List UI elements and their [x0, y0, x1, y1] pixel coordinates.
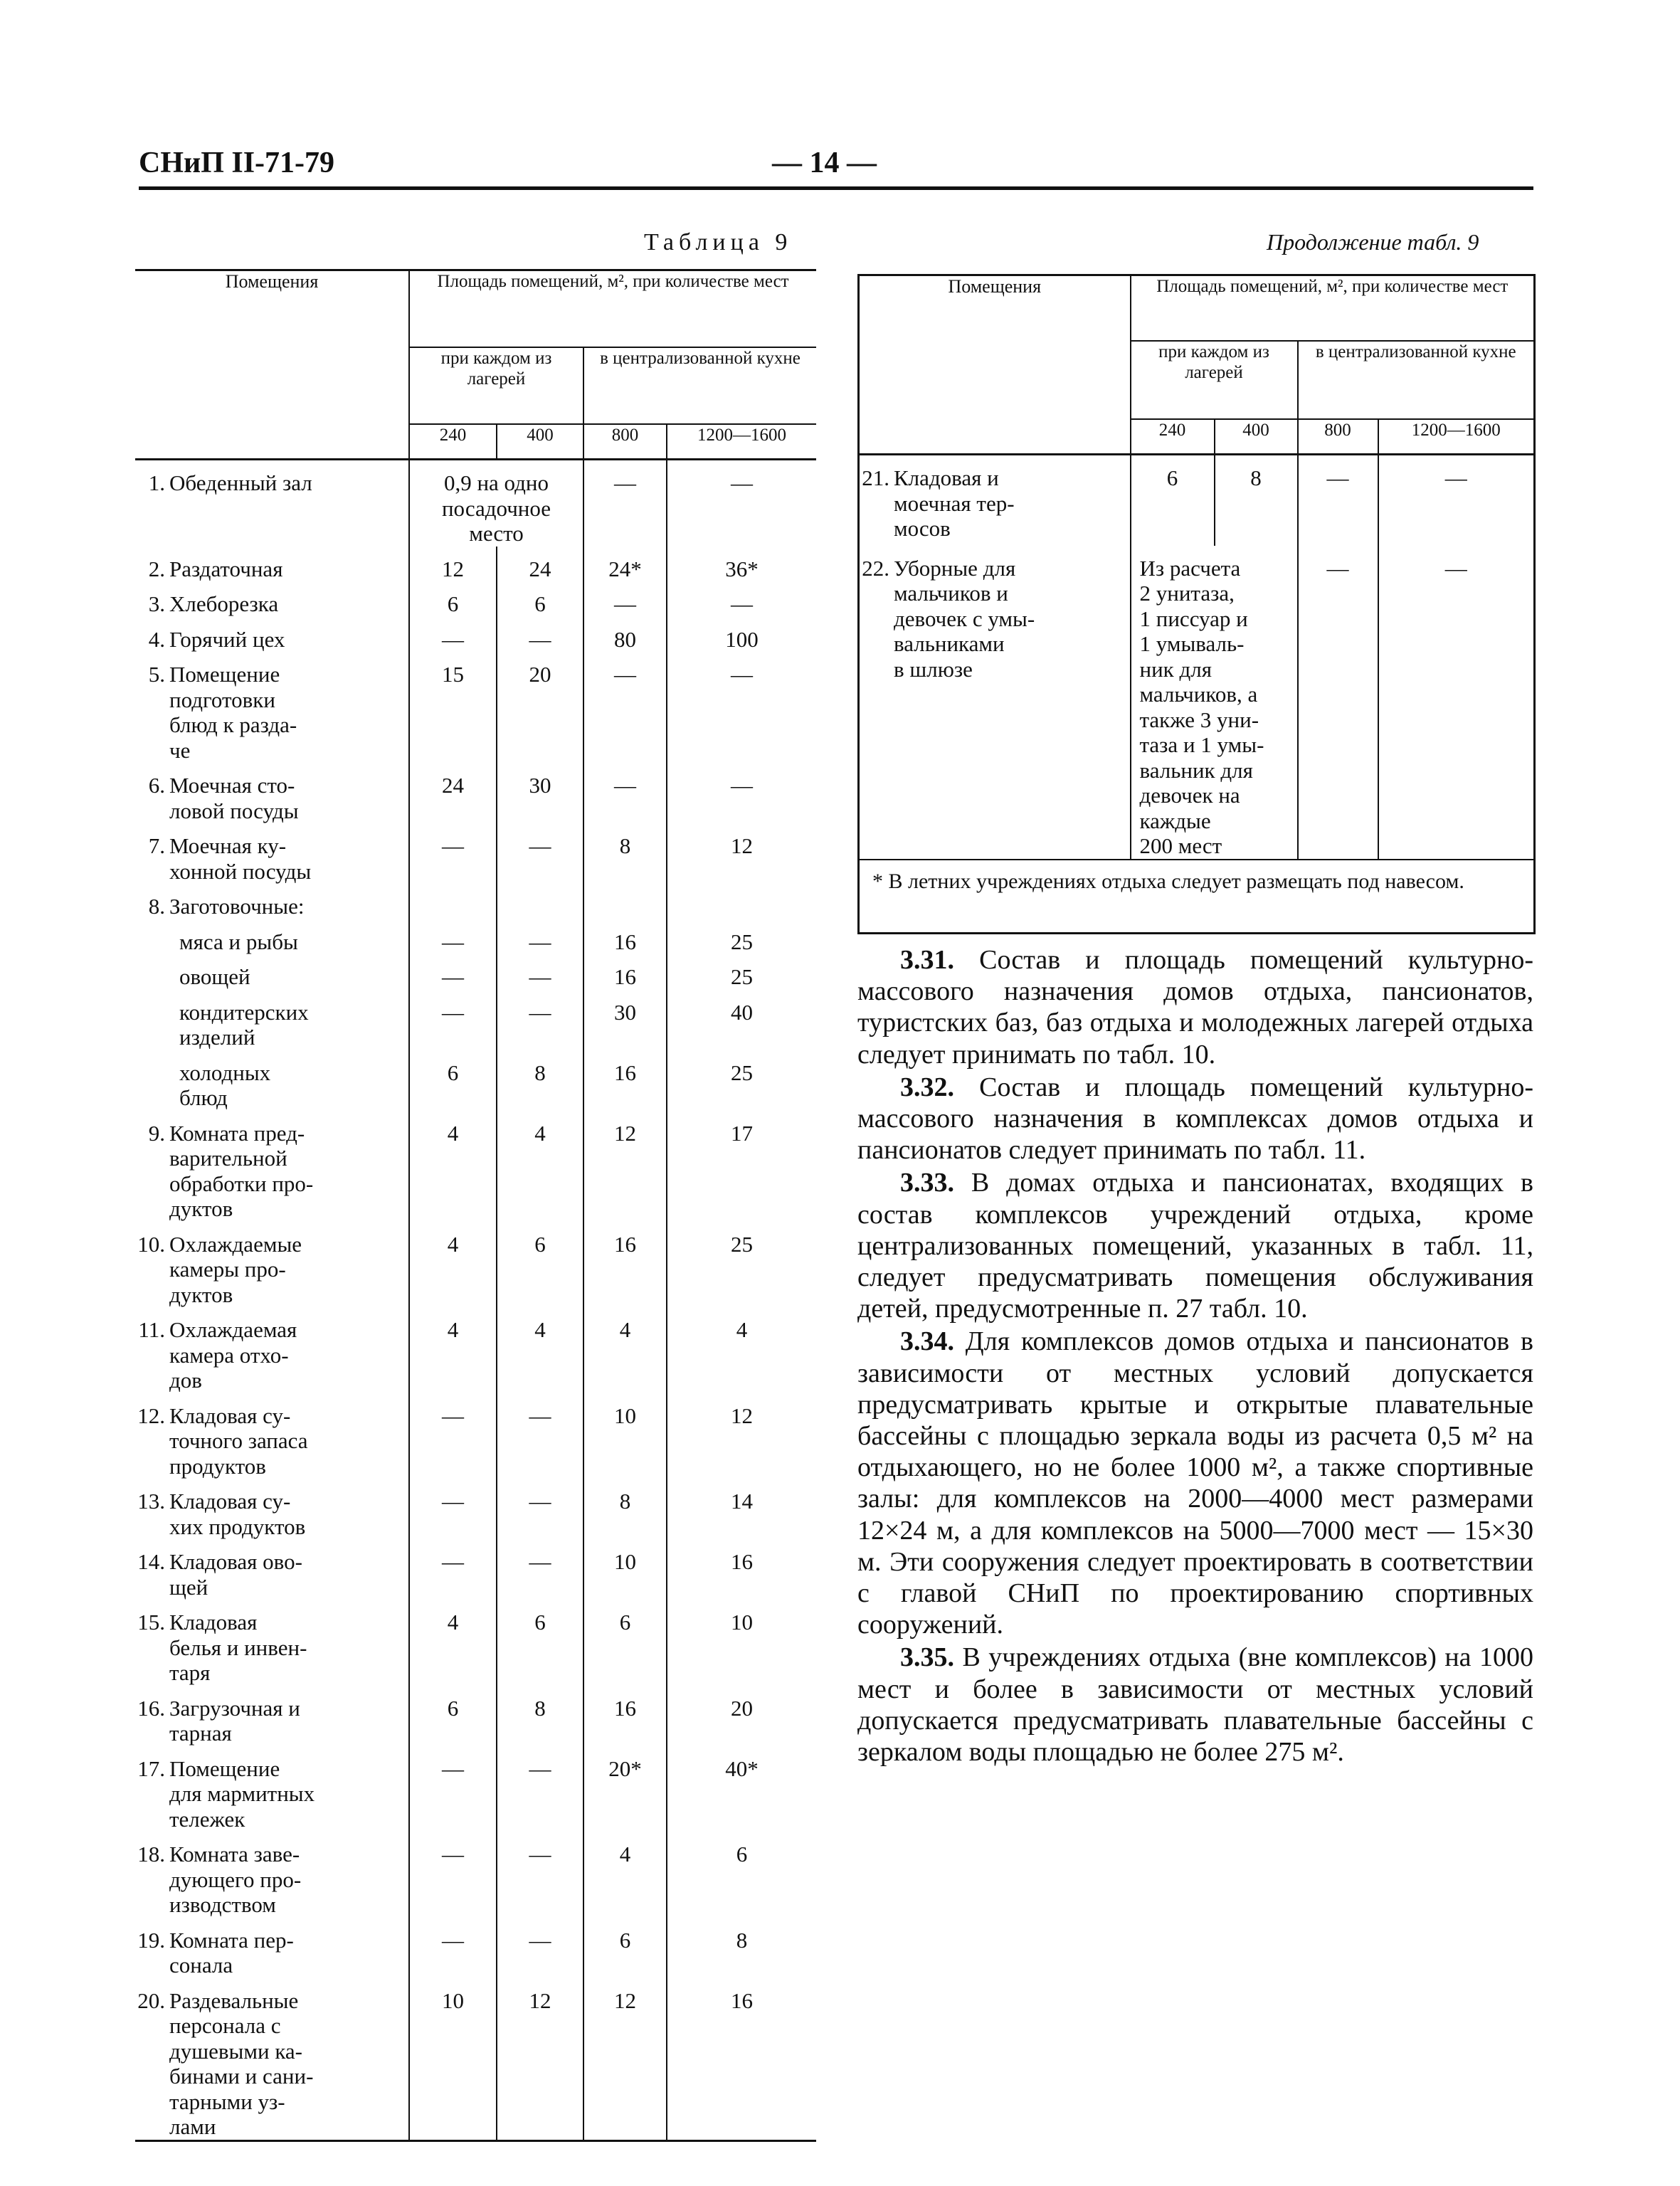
room-cell — [135, 1832, 409, 1918]
row-number: 9. — [148, 1120, 165, 1146]
value-cell: — — [583, 763, 667, 823]
value-cell: — — [731, 470, 754, 495]
value-cell: 4 — [583, 1832, 667, 1918]
value-cell: — — [583, 460, 667, 546]
footnote-row — [859, 860, 1535, 934]
paragraph — [857, 1326, 1533, 1640]
value-cell: 24 — [409, 763, 497, 823]
table-row — [135, 919, 816, 955]
value-cell: 12 — [583, 1111, 667, 1222]
room-name-line: Кладовая и — [894, 465, 999, 490]
room-cell — [135, 581, 409, 617]
room-name-line: Уборные для — [894, 555, 1016, 581]
room-name-line: Моечная сто- — [169, 773, 295, 798]
room-name-line: блюд к разда- — [169, 712, 297, 737]
value-cell: 6 — [583, 1600, 667, 1686]
value-cell: 8 — [583, 823, 667, 884]
room-name-line: Кладовая су- — [169, 1403, 291, 1428]
room-name-line: Хлеборезка — [169, 591, 279, 616]
value-cell: 8 — [1215, 455, 1298, 546]
value-cell: 8 — [583, 1479, 667, 1539]
merged-line: также 3 уни- — [1139, 707, 1259, 732]
value-cell: — — [1298, 546, 1378, 860]
table-filler-row — [135, 2140, 816, 2141]
value-cell: 4 — [409, 1600, 497, 1686]
table-footnote: * В летних учреждениях отдыха следует размещать под навесом. — [859, 860, 1535, 934]
room-cell — [135, 1111, 409, 1222]
paragraph-number: 3.33. — [900, 1168, 954, 1198]
value-cell: 30 — [497, 763, 583, 823]
table-row — [135, 652, 816, 763]
value-cell: — — [1444, 465, 1467, 490]
room-name-line: лами — [169, 2114, 216, 2139]
value-cell: — — [497, 823, 583, 884]
room-name-line: подготовки — [169, 687, 275, 712]
document-code: СНиП II-71-79 — [139, 147, 335, 179]
value-cell: — — [409, 990, 497, 1050]
value-cell: — — [409, 1479, 497, 1539]
row-number: 19. — [137, 1927, 165, 1953]
paragraph-number: 3.32. — [900, 1072, 954, 1102]
room-cell — [135, 1479, 409, 1539]
row-number: 17. — [137, 1755, 165, 1781]
table-row — [135, 581, 816, 617]
room-cell — [135, 990, 409, 1050]
value-cell: 12 — [583, 1978, 667, 2140]
row-number: 5. — [148, 662, 165, 687]
value-cell: — — [409, 1918, 497, 1978]
value-cell: 14 — [731, 1489, 754, 1514]
merged-line: 1 писсуар и — [1139, 606, 1248, 631]
value-cell: 8 — [736, 1927, 748, 1953]
value-cell: 6 — [409, 1050, 497, 1111]
room-cell — [135, 1978, 409, 2140]
room-name-line: тарная — [169, 1721, 232, 1746]
room-name-line: мальчиков и — [894, 581, 1008, 606]
subheader-400: 400 — [497, 424, 583, 460]
column-header-area: Площадь помещений, м², при количестве мест — [1131, 275, 1535, 341]
value-cell — [667, 884, 816, 919]
column-header-area: Площадь помещений, м², при количестве мест — [409, 270, 816, 347]
room-name-line: вальниками — [894, 631, 1005, 656]
merged-line: вальник для — [1139, 757, 1253, 783]
room-name-line: Кладовая — [169, 1610, 258, 1635]
value-cell: 10 — [731, 1610, 754, 1635]
subheader-1200-1600: 1200—1600 — [1378, 419, 1535, 455]
room-name-line: Помещение — [169, 1755, 280, 1781]
merged-line: ник для — [1139, 656, 1212, 682]
value-cell: — — [497, 1832, 583, 1918]
row-number: 7. — [148, 833, 165, 858]
column-header-each-camp: при каждом из лагерей — [1131, 341, 1298, 419]
room-name-line: обработки про- — [169, 1171, 314, 1196]
value-cell: 24 — [497, 546, 583, 582]
room-name-line: Загрузочная и — [169, 1695, 300, 1721]
value-cell: 8 — [497, 1686, 583, 1746]
room-cell — [135, 1539, 409, 1600]
row-number: 6. — [148, 773, 165, 798]
table-row — [135, 1746, 816, 1832]
table-row — [859, 546, 1535, 860]
value-cell: 20 — [497, 652, 583, 763]
value-cell: — — [497, 617, 583, 653]
value-cell — [497, 884, 583, 919]
room-name-line: Моечная ку- — [169, 833, 287, 858]
room-name-line: белья и инвен- — [169, 1635, 307, 1660]
value-cell: 4 — [497, 1111, 583, 1222]
value-cell: 25 — [731, 1231, 754, 1257]
room-name-line: Комната заве- — [169, 1842, 300, 1866]
room-name-line: изделий — [179, 1025, 255, 1050]
room-cell — [859, 455, 1131, 546]
value-cell: 20 — [731, 1695, 754, 1721]
value-cell: 16 — [583, 954, 667, 990]
table-row — [135, 1393, 816, 1479]
room-cell — [135, 823, 409, 884]
table-row — [135, 823, 816, 884]
row-number: 20. — [137, 1987, 165, 2013]
table-9 — [135, 269, 816, 2142]
value-cell: 12 — [409, 546, 497, 582]
room-name-line: Комната пер- — [169, 1927, 294, 1953]
paragraph-number: 3.34. — [900, 1326, 954, 1357]
room-cell — [135, 919, 409, 955]
table-row — [135, 1832, 816, 1918]
merged-value-cell — [1131, 546, 1298, 860]
row-number: 1. — [148, 470, 165, 495]
row-number: 22. — [862, 555, 889, 581]
value-cell: — — [409, 1393, 497, 1479]
table-row — [135, 1111, 816, 1222]
value-cell: — — [409, 919, 497, 955]
paragraph — [857, 1167, 1533, 1324]
merged-line: 200 мест — [1139, 833, 1222, 858]
value-cell: 17 — [731, 1120, 754, 1146]
value-cell: 4 — [409, 1307, 497, 1393]
value-cell: — — [497, 954, 583, 990]
value-cell: 36* — [725, 556, 759, 581]
value-cell: 20* — [583, 1746, 667, 1832]
row-number: 4. — [148, 626, 165, 652]
value-cell: — — [583, 581, 667, 617]
paragraph — [857, 1642, 1533, 1768]
room-name-line: дующего про- — [169, 1866, 302, 1892]
room-name-line: блюд — [179, 1085, 228, 1110]
room-name-line: мосов — [894, 516, 951, 541]
room-name-line: дуктов — [169, 1196, 233, 1221]
row-number: 13. — [137, 1489, 165, 1514]
value-cell: 6 — [497, 1600, 583, 1686]
value-cell: — — [583, 652, 667, 763]
room-cell — [135, 1746, 409, 1832]
room-name-line: таря — [169, 1660, 211, 1685]
room-cell — [135, 763, 409, 823]
value-cell: 4 — [583, 1307, 667, 1393]
table-row — [135, 1307, 816, 1393]
room-name-line: Комната пред- — [169, 1120, 305, 1146]
room-name-line: Заготовочные: — [169, 894, 305, 919]
room-cell — [135, 1918, 409, 1978]
row-number: 3. — [148, 591, 165, 616]
table-9-continuation-caption: Продолжение табл. 9 — [1267, 229, 1479, 255]
paragraph — [857, 1072, 1533, 1166]
value-cell: 10 — [409, 1978, 497, 2140]
subheader-800: 800 — [1298, 419, 1378, 455]
value-cell: 25 — [731, 1060, 754, 1085]
value-cell: — — [1444, 555, 1467, 581]
value-cell: 16 — [731, 1549, 754, 1574]
value-cell: 12 — [731, 1403, 754, 1428]
paragraph-text: В домах отдыха и пансионатах, входящих в состав комплексов учреждений отдыха, кроме централизованных помещений, указанных в табл. 11, следует предусматривать помещения обслуживания детей, предусмотренные п. 27 табл. 10. — [857, 1168, 1533, 1324]
value-cell: — — [409, 1539, 497, 1600]
room-cell — [135, 1307, 409, 1393]
table-row — [135, 954, 816, 990]
room-name-line: хих продуктов — [169, 1514, 306, 1539]
column-header-rooms: Помещения — [859, 275, 1131, 455]
value-cell: — — [497, 1539, 583, 1600]
value-cell: — — [497, 1918, 583, 1978]
value-cell: — — [497, 990, 583, 1050]
merged-line: девочек на — [1139, 783, 1240, 808]
table-9-caption: Таблица 9 — [644, 229, 793, 255]
merged-line: 2 унитаза, — [1139, 581, 1235, 606]
value-cell — [409, 884, 497, 919]
table-row — [135, 763, 816, 823]
value-cell: — — [409, 617, 497, 653]
value-cell: — — [497, 919, 583, 955]
value-cell: 4 — [409, 1222, 497, 1308]
value-cell: 16 — [583, 1686, 667, 1746]
paragraph-text: В учреждениях отдыха (вне комплексов) на 1000 мест и более в зависимости от местных условий допускается предусматривать плавательные бассейны с зеркалом воды площадью не более 275 м². — [857, 1642, 1534, 1768]
row-number: 15. — [137, 1610, 165, 1635]
room-name-line: щей — [169, 1574, 208, 1600]
room-name-line: продуктов — [169, 1453, 266, 1479]
row-number: 14. — [137, 1549, 165, 1574]
value-cell: 16 — [583, 1222, 667, 1308]
room-name-line: девочек с умы- — [894, 606, 1035, 631]
table-9-continuation — [857, 274, 1536, 934]
paragraph-text: Для комплексов домов отдыха и пансионатов в зависимости от местных условий допускается предусматривать крытые и открытые плавательные бассейны с площадью зеркала воды из расчета 0,5 м² на отдыхающего, но не более 1000 м², а также спортивные залы: для комплексов на 2000—4000 мест размерами 12×24 м, а для комплексов на 5000—7000 мест — 15×30 м. Эти сооружения следует проектировать в соответствии с главой СНиП по проектированию спортивных сооружений. — [857, 1326, 1533, 1640]
room-name-line: тележек — [169, 1806, 245, 1832]
room-name-line: для мармитных — [169, 1781, 315, 1806]
row-number: 11. — [138, 1317, 165, 1342]
paragraph-number: 3.31. — [900, 945, 954, 975]
value-cell: — — [409, 1832, 497, 1918]
value-cell: — — [497, 1746, 583, 1832]
value-cell: 4 — [497, 1307, 583, 1393]
column-header-central-kitchen: в централизованной кухне — [1298, 341, 1535, 419]
merged-line: мальчиков, а — [1139, 682, 1258, 707]
row-number: 10. — [137, 1231, 165, 1257]
value-cell: 6 — [409, 581, 497, 617]
room-name-line: Кладовая ово- — [169, 1549, 302, 1574]
table-row — [135, 617, 816, 653]
value-cell: 25 — [731, 964, 754, 989]
value-cell: — — [1298, 455, 1378, 546]
paragraph-number: 3.35. — [900, 1642, 954, 1673]
value-cell: 6 — [497, 1222, 583, 1308]
table-row — [135, 546, 816, 582]
value-cell: 40* — [725, 1755, 759, 1781]
merged-line: таза и 1 умы- — [1139, 732, 1264, 757]
room-name-line: че — [169, 737, 191, 763]
room-name-line: Горячий цех — [169, 626, 285, 652]
room-cell — [859, 546, 1131, 860]
value-cell: 4 — [409, 1111, 497, 1222]
room-name-line: кондитерских — [179, 999, 309, 1025]
room-name-line: Охлаждаемая — [169, 1317, 297, 1342]
value-cell: — — [497, 1479, 583, 1539]
table-row — [135, 1479, 816, 1539]
value-cell: 16 — [583, 919, 667, 955]
value-cell: — — [731, 662, 754, 687]
table-row — [135, 1600, 816, 1686]
value-cell: — — [497, 1393, 583, 1479]
row-number: 18. — [137, 1842, 165, 1866]
table-row — [135, 990, 816, 1050]
value-cell: 10 — [583, 1393, 667, 1479]
room-name-line: Обеденный зал — [169, 470, 312, 495]
room-cell — [135, 1600, 409, 1686]
room-name-line: хонной посуды — [169, 858, 312, 884]
subheader-400: 400 — [1215, 419, 1298, 455]
table-row — [135, 1918, 816, 1978]
room-name-line: душевыми ка- — [169, 2038, 302, 2064]
row-number: 21. — [862, 465, 889, 490]
subheader-240: 240 — [1131, 419, 1215, 455]
room-name-line: сонала — [169, 1953, 233, 1978]
room-name-line: дов — [169, 1368, 202, 1393]
room-name-line: тарными уз- — [169, 2089, 285, 2114]
row-number: 2. — [148, 556, 165, 581]
paragraph — [857, 944, 1533, 1070]
room-cell — [135, 1393, 409, 1479]
merged-line: каждые — [1139, 808, 1211, 833]
subheader-800: 800 — [583, 424, 667, 460]
value-cell: — — [731, 591, 754, 616]
column-header-each-camp: при каждом из лагерей — [409, 347, 583, 424]
subheader-1200-1600: 1200—1600 — [667, 424, 816, 460]
room-name-line: дуктов — [169, 1282, 233, 1307]
value-cell: 6 — [736, 1842, 748, 1866]
table-row — [135, 1539, 816, 1600]
value-cell: 4 — [736, 1317, 748, 1342]
body-text — [857, 944, 1533, 1769]
room-name-line: моечная тер- — [894, 490, 1015, 516]
value-cell: 16 — [583, 1050, 667, 1111]
room-cell — [135, 617, 409, 653]
table-row — [135, 1686, 816, 1746]
table-row — [859, 455, 1535, 546]
value-cell: — — [731, 773, 754, 798]
room-cell — [135, 884, 409, 919]
room-name-line: изводством — [169, 1892, 276, 1917]
column-header-central-kitchen: в централизованной кухне — [583, 347, 816, 424]
room-cell — [135, 652, 409, 763]
room-name-line: точного запаса — [169, 1428, 308, 1453]
merged-line: 1 умываль- — [1139, 631, 1245, 656]
room-name-line: Раздаточная — [169, 556, 283, 581]
room-cell — [135, 954, 409, 990]
header-rule — [139, 186, 1533, 190]
room-name-line: камера отхо- — [169, 1342, 289, 1368]
value-cell: 30 — [583, 990, 667, 1050]
room-name-line: камеры про- — [169, 1257, 286, 1282]
value-cell: 16 — [731, 1987, 754, 2013]
room-cell — [135, 1050, 409, 1111]
value-cell: 100 — [725, 626, 759, 652]
table-row — [135, 1050, 816, 1111]
value-cell: 6 — [583, 1918, 667, 1978]
value-cell: — — [409, 1746, 497, 1832]
column-header-rooms: Помещения — [135, 270, 409, 460]
row-number: 8. — [148, 894, 165, 919]
merged-value-cell: 0,9 на одно посадочное место — [409, 460, 583, 546]
value-cell: 80 — [583, 617, 667, 653]
value-cell: 40 — [731, 999, 754, 1025]
value-cell: — — [409, 954, 497, 990]
room-name-line: мяса и рыбы — [179, 929, 298, 954]
table-row — [135, 1222, 816, 1308]
room-name-line: бинами и сани- — [169, 2064, 314, 2089]
row-number: 16. — [137, 1695, 165, 1721]
room-cell — [135, 546, 409, 582]
value-cell: 10 — [583, 1539, 667, 1600]
room-name-line: Кладовая су- — [169, 1489, 291, 1514]
table-row — [135, 1978, 816, 2140]
value-cell: 6 — [497, 581, 583, 617]
room-name-line: ловой посуды — [169, 798, 299, 823]
table-row — [135, 884, 816, 919]
row-number: 12. — [137, 1403, 165, 1428]
room-name-line: Охлаждаемые — [169, 1231, 302, 1257]
room-name-line: Помещение — [169, 662, 280, 687]
value-cell: 12 — [731, 833, 754, 858]
room-name-line: Раздевальные — [169, 1987, 299, 2013]
room-cell — [135, 1222, 409, 1308]
page-number: — 14 — — [772, 147, 877, 179]
value-cell: 15 — [409, 652, 497, 763]
value-cell: 6 — [1131, 455, 1215, 546]
value-cell: 8 — [497, 1050, 583, 1111]
paragraph-text: Состав и площадь помещений культурно-массового назначения в комплексах домов отдыха и пансионатов следует принимать по табл. 11. — [857, 1072, 1533, 1166]
value-cell: — — [409, 823, 497, 884]
room-name-line: в шлюзе — [894, 656, 973, 682]
room-name-line: холодных — [179, 1060, 271, 1085]
value-cell: 24* — [583, 546, 667, 582]
merged-line: Из расчета — [1139, 555, 1241, 581]
value-cell: 12 — [497, 1978, 583, 2140]
value-cell — [583, 884, 667, 919]
value-cell: 6 — [409, 1686, 497, 1746]
table-row — [135, 460, 816, 546]
subheader-240: 240 — [409, 424, 497, 460]
room-cell — [135, 460, 409, 546]
room-cell — [135, 1686, 409, 1746]
paragraph-text: Состав и площадь помещений культурно-массового назначения домов отдыха, пансионатов, туристских баз, баз отдыха и молодежных лагерей отдыха следует принимать по табл. 10. — [857, 945, 1533, 1070]
value-cell: 25 — [731, 929, 754, 954]
room-name-line: варительной — [169, 1146, 287, 1171]
room-name-line: персонала с — [169, 2013, 281, 2038]
room-name-line: овощей — [179, 964, 250, 989]
